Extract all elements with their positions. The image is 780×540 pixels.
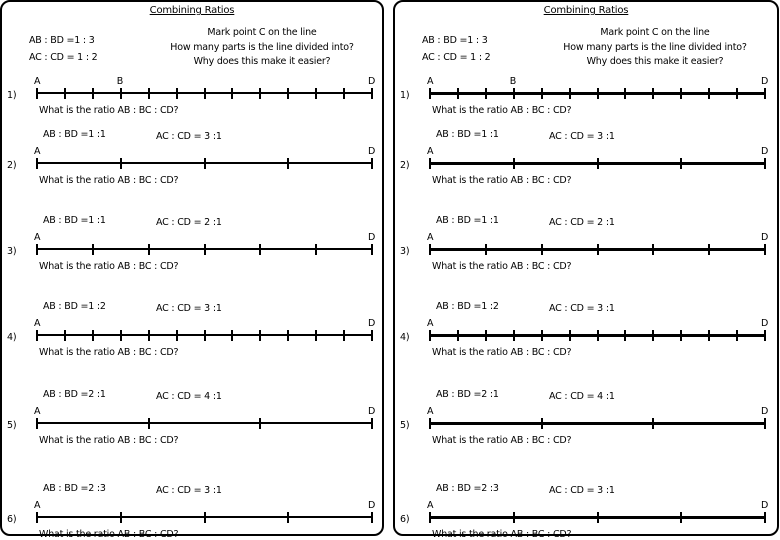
given-ratio-1: AB : BD =1 : 3	[422, 35, 488, 46]
tick-mark	[513, 88, 515, 99]
worksheet-title	[395, 5, 777, 16]
problem-ratio-ab-bd: AB : BD =2 :3	[43, 483, 106, 494]
point-label-b: B	[509, 76, 517, 87]
instruction-line: How many parts is the line divided into?	[170, 41, 354, 53]
worksheet-panel-left	[0, 0, 384, 540]
problem-number: 5)	[400, 420, 410, 431]
tick-mark	[541, 418, 543, 429]
tick-mark	[371, 330, 373, 341]
point-label-a: A	[34, 76, 41, 87]
problem-number: 2)	[400, 160, 410, 171]
problem-ratio-ab-bd: AB : BD =1 :2	[43, 301, 106, 312]
tick-mark	[541, 244, 543, 255]
tick-mark	[429, 244, 431, 255]
tick-mark	[541, 88, 543, 99]
tick-mark	[597, 88, 599, 99]
tick-mark	[764, 418, 766, 429]
problem-number: 3)	[7, 246, 17, 257]
tick-mark	[204, 330, 206, 341]
tick-mark	[569, 88, 571, 99]
given-ratio-2: AC : CD = 1 : 2	[422, 52, 491, 63]
tick-mark	[624, 330, 626, 341]
number-line	[429, 422, 766, 425]
tick-mark	[764, 88, 766, 99]
point-label-a: A	[34, 318, 41, 329]
problem-question: What is the ratio AB : BC : CD?	[432, 347, 572, 358]
problem-question: What is the ratio AB : BC : CD?	[39, 435, 179, 446]
tick-mark	[597, 330, 599, 341]
tick-mark	[148, 88, 150, 99]
instruction-line: Mark point C on the line	[207, 27, 317, 38]
tick-mark	[92, 330, 94, 341]
tick-mark	[148, 244, 150, 255]
tick-mark	[36, 330, 38, 341]
tick-mark	[259, 330, 261, 341]
tick-mark	[569, 330, 571, 341]
title-text: Combining Ratios	[149, 5, 235, 16]
tick-mark	[287, 158, 289, 169]
tick-mark	[64, 330, 66, 341]
tick-mark	[764, 158, 766, 169]
instructions	[545, 26, 765, 70]
problem-question: What is the ratio AB : BC : CD?	[432, 261, 572, 272]
point-label-a: A	[34, 406, 41, 417]
point-label-d: D	[368, 500, 376, 511]
tick-mark	[680, 330, 682, 341]
tick-mark	[429, 88, 431, 99]
instructions	[152, 26, 372, 70]
problem-ratio-ab-bd: AB : BD =1 :1	[436, 129, 499, 140]
tick-mark	[148, 330, 150, 341]
tick-mark	[764, 244, 766, 255]
tick-mark	[371, 512, 373, 523]
point-label-b: B	[116, 76, 124, 87]
tick-mark	[92, 244, 94, 255]
problem-ratio-ab-bd: AB : BD =2 :1	[436, 389, 499, 400]
problem-number: 1)	[7, 90, 17, 101]
point-label-a: A	[427, 500, 434, 511]
tick-mark	[259, 244, 261, 255]
tick-mark	[513, 330, 515, 341]
problem-question: What is the ratio AB : BC : CD?	[432, 529, 572, 540]
tick-mark	[120, 512, 122, 523]
problem-question: What is the ratio AB : BC : CD?	[39, 347, 179, 358]
problem-ratio-ac-cd: AC : CD = 4 :1	[156, 391, 222, 402]
tick-mark	[176, 330, 178, 341]
problem-ratio-ac-cd: AC : CD = 3 :1	[156, 303, 222, 314]
tick-mark	[371, 158, 373, 169]
problem-ratio-ac-cd: AC : CD = 3 :1	[156, 131, 222, 142]
problem-question: What is the ratio AB : BC : CD?	[39, 529, 179, 540]
point-label-a: A	[427, 406, 434, 417]
problem-ratio-ac-cd: AC : CD = 3 :1	[549, 303, 615, 314]
problem-ratio-ac-cd: AC : CD = 2 :1	[549, 217, 615, 228]
instruction-line: Why does this make it easier?	[586, 56, 724, 67]
tick-mark	[36, 244, 38, 255]
point-label-a: A	[34, 146, 41, 157]
problem-number: 1)	[400, 90, 410, 101]
tick-mark	[92, 88, 94, 99]
tick-mark	[204, 158, 206, 169]
problem-ratio-ab-bd: AB : BD =1 :2	[436, 301, 499, 312]
tick-mark	[485, 88, 487, 99]
tick-mark	[764, 512, 766, 523]
problem-ratio-ab-bd: AB : BD =2 :1	[43, 389, 106, 400]
tick-mark	[148, 418, 150, 429]
tick-mark	[736, 88, 738, 99]
tick-mark	[231, 88, 233, 99]
tick-mark	[231, 330, 233, 341]
tick-mark	[457, 88, 459, 99]
tick-mark	[204, 88, 206, 99]
tick-mark	[429, 418, 431, 429]
tick-mark	[485, 244, 487, 255]
tick-mark	[429, 158, 431, 169]
number-line	[36, 422, 373, 424]
point-label-d: D	[761, 76, 769, 87]
instruction-line: Why does this make it easier?	[193, 56, 331, 67]
tick-mark	[120, 158, 122, 169]
point-label-d: D	[368, 146, 376, 157]
tick-mark	[287, 512, 289, 523]
tick-mark	[764, 330, 766, 341]
tick-mark	[541, 330, 543, 341]
tick-mark	[36, 512, 38, 523]
problem-number: 5)	[7, 420, 17, 431]
problem-question: What is the ratio AB : BC : CD?	[432, 435, 572, 446]
problem-number: 6)	[400, 514, 410, 525]
tick-mark	[513, 512, 515, 523]
tick-mark	[597, 244, 599, 255]
point-label-d: D	[368, 406, 376, 417]
problem-number: 4)	[400, 332, 410, 343]
problem-number: 2)	[7, 160, 17, 171]
point-label-a: A	[34, 500, 41, 511]
problem-question: What is the ratio AB : BC : CD?	[39, 175, 179, 186]
point-label-a: A	[427, 318, 434, 329]
point-label-d: D	[761, 406, 769, 417]
problem-question: What is the ratio AB : BC : CD?	[432, 105, 572, 116]
given-ratio-1: AB : BD =1 : 3	[29, 35, 95, 46]
tick-mark	[259, 418, 261, 429]
point-label-a: A	[427, 76, 434, 87]
tick-mark	[652, 244, 654, 255]
tick-mark	[457, 330, 459, 341]
tick-mark	[513, 158, 515, 169]
point-label-a: A	[427, 232, 434, 243]
tick-mark	[371, 88, 373, 99]
tick-mark	[287, 88, 289, 99]
tick-mark	[680, 88, 682, 99]
tick-mark	[652, 88, 654, 99]
problem-ratio-ac-cd: AC : CD = 2 :1	[156, 217, 222, 228]
tick-mark	[429, 512, 431, 523]
tick-mark	[36, 158, 38, 169]
tick-mark	[736, 330, 738, 341]
problem-question: What is the ratio AB : BC : CD?	[39, 105, 179, 116]
point-label-d: D	[761, 232, 769, 243]
problem-ratio-ac-cd: AC : CD = 4 :1	[549, 391, 615, 402]
tick-mark	[708, 244, 710, 255]
tick-mark	[315, 88, 317, 99]
problem-ratio-ac-cd: AC : CD = 3 :1	[156, 485, 222, 496]
tick-mark	[315, 330, 317, 341]
point-label-d: D	[761, 500, 769, 511]
tick-mark	[343, 88, 345, 99]
tick-mark	[429, 330, 431, 341]
tick-mark	[624, 88, 626, 99]
tick-mark	[64, 88, 66, 99]
problem-ratio-ab-bd: AB : BD =1 :1	[43, 129, 106, 140]
tick-mark	[680, 512, 682, 523]
worksheet-title	[2, 5, 382, 16]
point-label-d: D	[368, 76, 376, 87]
tick-mark	[36, 88, 38, 99]
problem-question: What is the ratio AB : BC : CD?	[39, 261, 179, 272]
problem-ratio-ab-bd: AB : BD =1 :1	[436, 215, 499, 226]
tick-mark	[597, 158, 599, 169]
instruction-line: Mark point C on the line	[600, 27, 710, 38]
point-label-d: D	[761, 318, 769, 329]
tick-mark	[371, 244, 373, 255]
point-label-a: A	[427, 146, 434, 157]
problem-number: 3)	[400, 246, 410, 257]
tick-mark	[652, 330, 654, 341]
tick-mark	[120, 330, 122, 341]
problem-question: What is the ratio AB : BC : CD?	[432, 175, 572, 186]
point-label-d: D	[761, 146, 769, 157]
problem-ratio-ac-cd: AC : CD = 3 :1	[549, 485, 615, 496]
problem-ratio-ab-bd: AB : BD =1 :1	[43, 215, 106, 226]
problem-number: 4)	[7, 332, 17, 343]
tick-mark	[204, 512, 206, 523]
tick-mark	[343, 330, 345, 341]
tick-mark	[371, 418, 373, 429]
point-label-d: D	[368, 232, 376, 243]
given-ratio-2: AC : CD = 1 : 2	[29, 52, 98, 63]
tick-mark	[708, 330, 710, 341]
instruction-line: How many parts is the line divided into?	[563, 41, 747, 53]
worksheet-panel-right	[393, 0, 779, 540]
tick-mark	[120, 88, 122, 99]
tick-mark	[315, 244, 317, 255]
point-label-a: A	[34, 232, 41, 243]
tick-mark	[680, 158, 682, 169]
tick-mark	[204, 244, 206, 255]
tick-mark	[259, 88, 261, 99]
problem-ratio-ac-cd: AC : CD = 3 :1	[549, 131, 615, 142]
tick-mark	[708, 88, 710, 99]
tick-mark	[652, 418, 654, 429]
title-text: Combining Ratios	[543, 5, 629, 16]
tick-mark	[287, 330, 289, 341]
tick-mark	[485, 330, 487, 341]
problem-number: 6)	[7, 514, 17, 525]
tick-mark	[176, 88, 178, 99]
problem-ratio-ab-bd: AB : BD =2 :3	[436, 483, 499, 494]
tick-mark	[597, 512, 599, 523]
tick-mark	[36, 418, 38, 429]
point-label-d: D	[368, 318, 376, 329]
